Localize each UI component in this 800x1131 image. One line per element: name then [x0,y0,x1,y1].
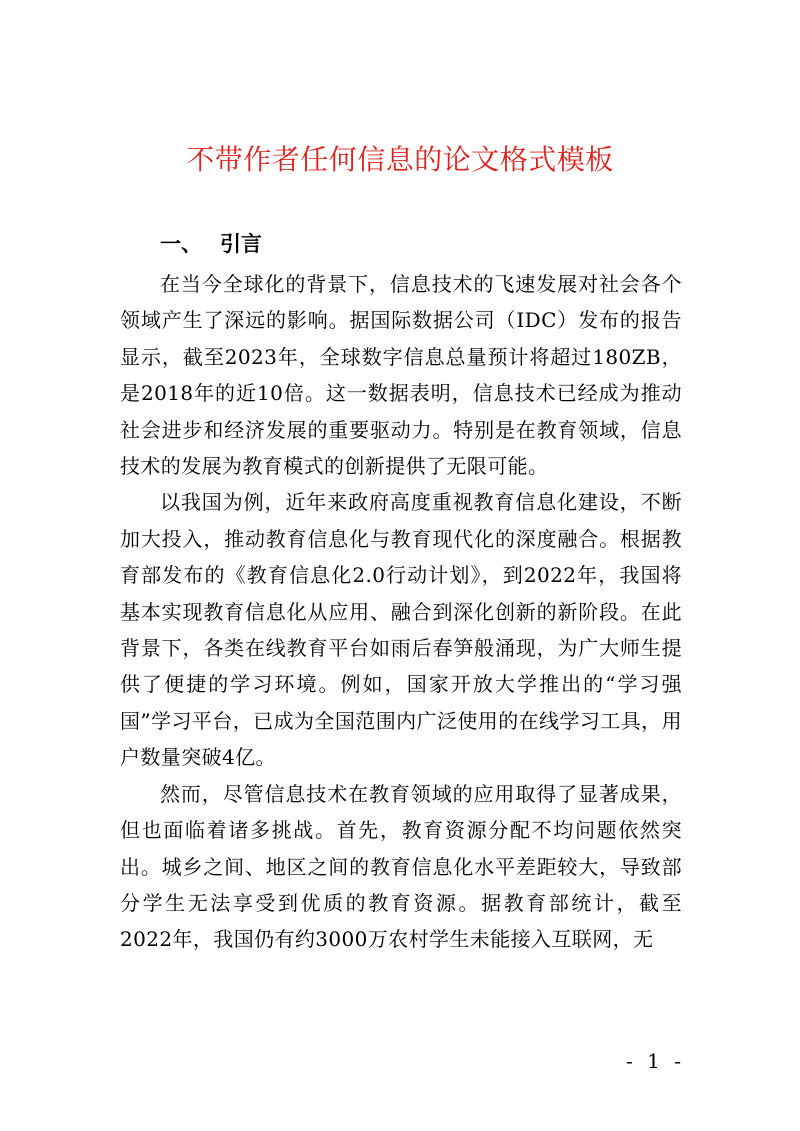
paragraph-3: 然而，尽管信息技术在教育领域的应用取得了显著成果，但也面临着诸多挑战。首先，教育资源分配不均问题依然突出。城乡之间、地区之间的教育信息化水平差距较大，导致部分学生无法享受到优质的教育资源。据教育部统计，截至2022年，我国仍有约3000万农村学生未能接入互联网，无 [120,781,682,952]
section-number: 一、 [160,232,202,256]
document-title: 不带作者任何信息的论文格式模板 [186,143,614,176]
section-heading [160,226,262,262]
document-body [120,266,682,958]
paragraph-1: 在当今全球化的背景下，信息技术的飞速发展对社会各个领域产生了深远的影响。据国际数据公司（IDC）发布的报告显示，截至2023年，全球数字信息总量预计将超过180ZB，是2018年的近10倍。这一数据表明，信息技术已经成为推动社会进步和经济发展的重要驱动力。特别是在教育领域，信息技术的发展为教育模式的创新提供了无限可能。 [120,272,682,479]
page-number: - 1 - [626,1049,685,1073]
section-heading-text: 引言 [220,232,262,256]
paragraph-2: 以我国为例，近年来政府高度重视教育信息化建设，不断加大投入，推动教育信息化与教育现代化的深度融合。根据教育部发布的《教育信息化2.0行动计划》，到2022年，我国将基本实现教育信息化从应用、融合到深化创新的新阶段。在此背景下，各类在线教育平台如雨后春笋般涌现，为广大师生提供了便捷的学习环境。例如，国家开放大学推出的“学习强国”学习平台，已成为全国范围内广泛使用的在线学习工具，用户数量突破4亿。 [120,490,682,770]
